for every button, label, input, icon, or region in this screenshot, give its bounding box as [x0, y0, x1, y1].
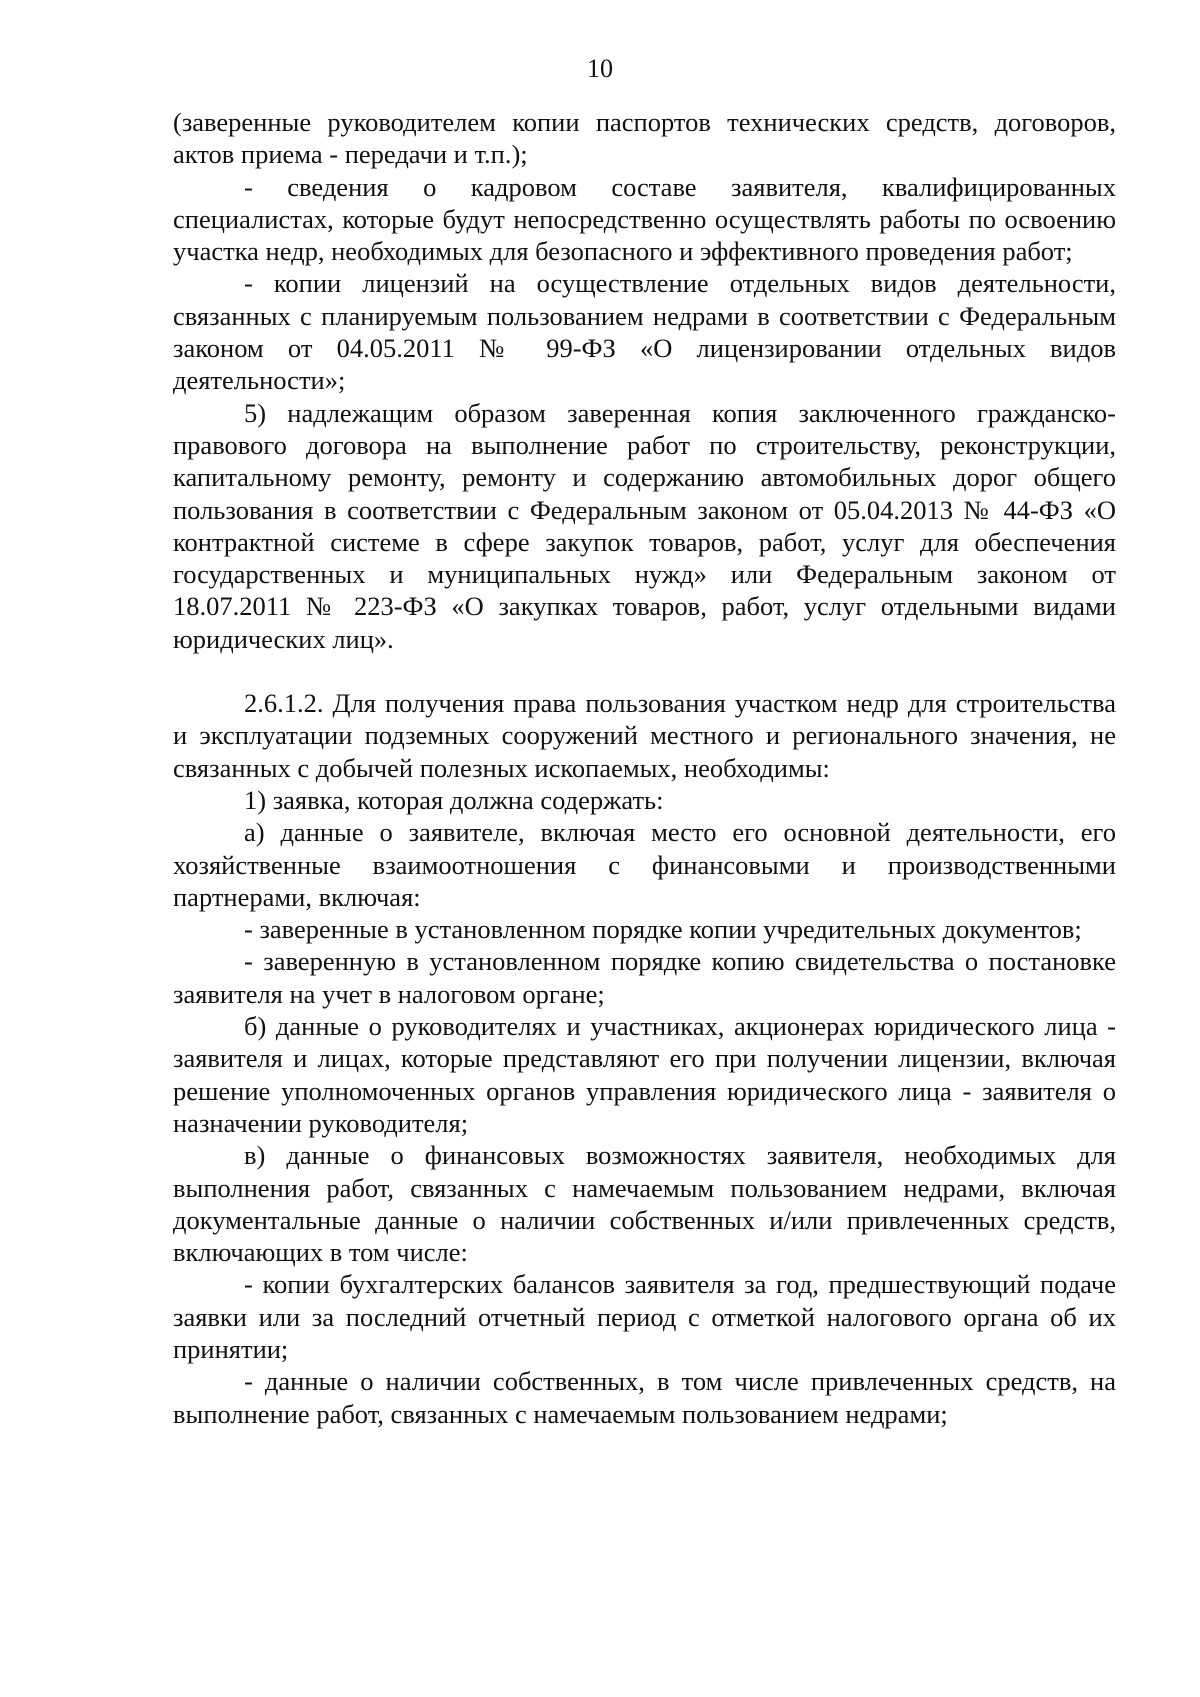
page-number: 10: [587, 54, 613, 83]
paragraph-10: б) данные о руководителях и участниках, акционерах юридического лица - заявителя и лицах, которые представляют его при получении лицензии, включая решение уполномоченных органов управления юридического лица - заявителя о назначении руководителя;: [173, 1011, 1116, 1138]
paragraph-7: а) данные о заявителе, включая место его основной деятельности, его хозяйственные взаимоотношения с финансовыми и производственными партнерами, включая:: [173, 817, 1116, 912]
paragraph-6: 1) заявка, которая должна содержать:: [244, 784, 664, 815]
paragraph-11: в) данные о финансовых возможностях заявителя, необходимых для выполнения работ, связанных с намечаемым пользованием недрами, включая документальные данные о наличии собственных и/или привлеченных средств, включающих в том числе:: [173, 1140, 1116, 1268]
paragraph-8: - заверенные в установленном порядке копии учредительных документов;: [244, 914, 1082, 945]
paragraph-5: 2.6.1.2. Для получения права пользования участком недр для строительства и эксплуатации подземных сооружений местного и регионального значения, не связанных с добычей полезных ископаемых, необходимы:: [173, 688, 1116, 783]
paragraph-4: 5) надлежащим образом заверенная копия заключенного гражданско-правового договора на выполнение работ по строительству, реконструкции, капитальному ремонту, ремонту и содержанию автомобильных дорог общего пользования в соответствии с Федеральным законом от 05.04.2013 № 44-ФЗ «О контрактной системе в сфере закупок товаров, работ, услуг для обеспечения государственных и муниципальных нужд» или Федеральным законом от 18.07.2011 № 223-ФЗ «О закупках товаров, работ, услуг отдельными видами юридических лиц».: [173, 397, 1116, 654]
paragraph-1: (заверенные руководителем копии паспортов технических средств, договоров, актов приема - передачи и т.п.);: [173, 107, 1116, 170]
paragraph-2: - сведения о кадровом составе заявителя, квалифицированных специалистах, которые будут непосредственно осуществлять работы по освоению участка недр, необходимых для безопасного и эффективного проведения работ;: [173, 171, 1116, 267]
paragraph-9: - заверенную в установленном порядке копию свидетельства о постановке заявителя на учет в налоговом органе;: [173, 946, 1116, 1009]
paragraph-3: - копии лицензий на осуществление отдельных видов деятельности, связанных с планируемым пользованием недрами в соответствии с Федеральным законом от 04.05.2011 № 99-ФЗ «О лицензировании отдельных видов деятельности»;: [173, 268, 1116, 396]
document-body: [173, 106, 1116, 1430]
paragraph-13: - данные о наличии собственных, в том числе привлеченных средств, на выполнение работ, связанных с намечаемым пользованием недрами;: [173, 1366, 1116, 1429]
paragraph-12: - копии бухгалтерских балансов заявителя за год, предшествующий подаче заявки или за последний отчетный период с отметкой налогового органа об их принятии;: [173, 1269, 1116, 1364]
